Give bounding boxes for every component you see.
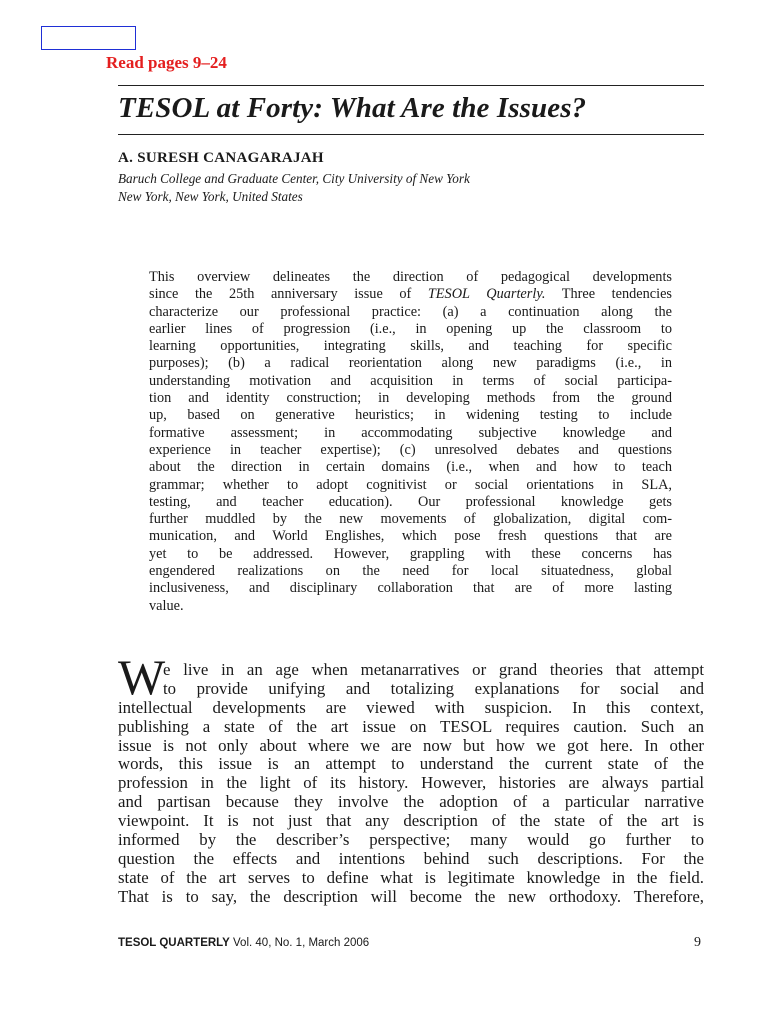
abstract-line: about the direction in certain domains (i.e., when and how to teach [149,459,672,476]
body-line: words, this issue is an attempt to understand the current state of the [118,754,704,774]
body-line: informed by the describer’s perspective; many would go further to [118,830,704,850]
body-line: profession in the light of its history. However, histories are always partial [118,773,704,793]
abstract-line: earlier lines of progression (i.e., in opening up the classroom to [149,320,672,337]
abstract-line: characterize our professional practice: (a) a continuation along the [149,303,672,320]
abstract-line: munication, and World Englishes, which pose fresh questions that are [149,528,672,545]
affiliation-location: New York, New York, United States [118,189,303,204]
abstract-line: inclusiveness, and disciplinary collaboration that are of more lasting [149,580,672,597]
abstract-line: since the 25th anniversary issue of TESOL Quarterly. Three tendencies [149,286,672,303]
body-line: viewpoint. It is not just that any description of the state of the art is [118,811,704,831]
body-line: publishing a state of the art issue on TESOL requires caution. Such an [118,716,704,736]
body-line: and partisan because they involve the adoption of a particular narrative [118,792,704,812]
body-line: to provide unifying and totalizing explanations for social and [163,678,704,698]
abstract-line: understanding motivation and acquisition in terms of social participa- [149,372,672,389]
journal-title-italic: TESOL Quarterly. [427,286,546,303]
title-rule-bottom [118,134,704,135]
drop-cap: W [118,649,166,705]
running-footer [118,937,369,949]
body-line: intellectual developments are viewed with suspicion. In this context, [118,697,704,717]
issue-info: Vol. 40, No. 1, March 2006 [229,937,370,949]
abstract-line: further muddled by the new movements of globalization, digital com- [149,511,672,528]
abstract-line: engendered realizations on the need for local situatedness, global [149,563,672,580]
journal-name: TESOL QUARTERLY [118,937,230,949]
abstract-line: grammar; whether to adopt cognitivist or social orientations in SLA, [149,476,672,493]
abstract-line: value. [149,597,184,614]
author-name: A. SURESH CANAGARAJAH [118,150,324,166]
body-line: That is to say, the description will become the new orthodoxy. Therefore, [118,886,704,906]
link-annotation-box[interactable] [41,26,136,50]
page-number: 9 [694,935,701,950]
abstract-line: purposes); (b) a radical reorientation along new paradigms (i.e., in [149,355,672,372]
article-title: TESOL at Forty: What Are the Issues? [118,92,587,124]
body-line: e live in an age when metanarratives or grand theories that attempt [163,660,704,679]
abstract-line: yet to be addressed. However, grappling with these concerns has [149,545,672,562]
body-text [118,661,704,907]
abstract [149,269,672,615]
read-pages-link[interactable]: Read pages 9–24 [106,53,227,72]
abstract-line: formative assessment; in accommodating subjective knowledge and [149,424,672,441]
abstract-line: testing, and teacher education). Our professional knowledge gets [149,493,672,510]
title-rule-top [118,85,704,86]
body-line: state of the art serves to define what is legitimate knowledge in the field. [118,867,704,887]
body-line: issue is not only about where we are now but how we got here. In other [118,735,704,755]
abstract-line: This overview delineates the direction of pedagogical developments [149,269,672,285]
abstract-line: learning opportunities, integrating skills, and teaching for specific [149,338,672,355]
affiliation-institution: Baruch College and Graduate Center, City University of New York [118,171,470,186]
abstract-line: tion and identity construction; in developing methods from the ground [149,390,672,407]
body-line: question the effects and intentions behind such descriptions. For the [118,848,704,868]
abstract-line: up, based on generative heuristics; in widening testing to include [149,407,672,424]
abstract-line: experience in teacher expertise); (c) unresolved debates and questions [149,441,672,458]
